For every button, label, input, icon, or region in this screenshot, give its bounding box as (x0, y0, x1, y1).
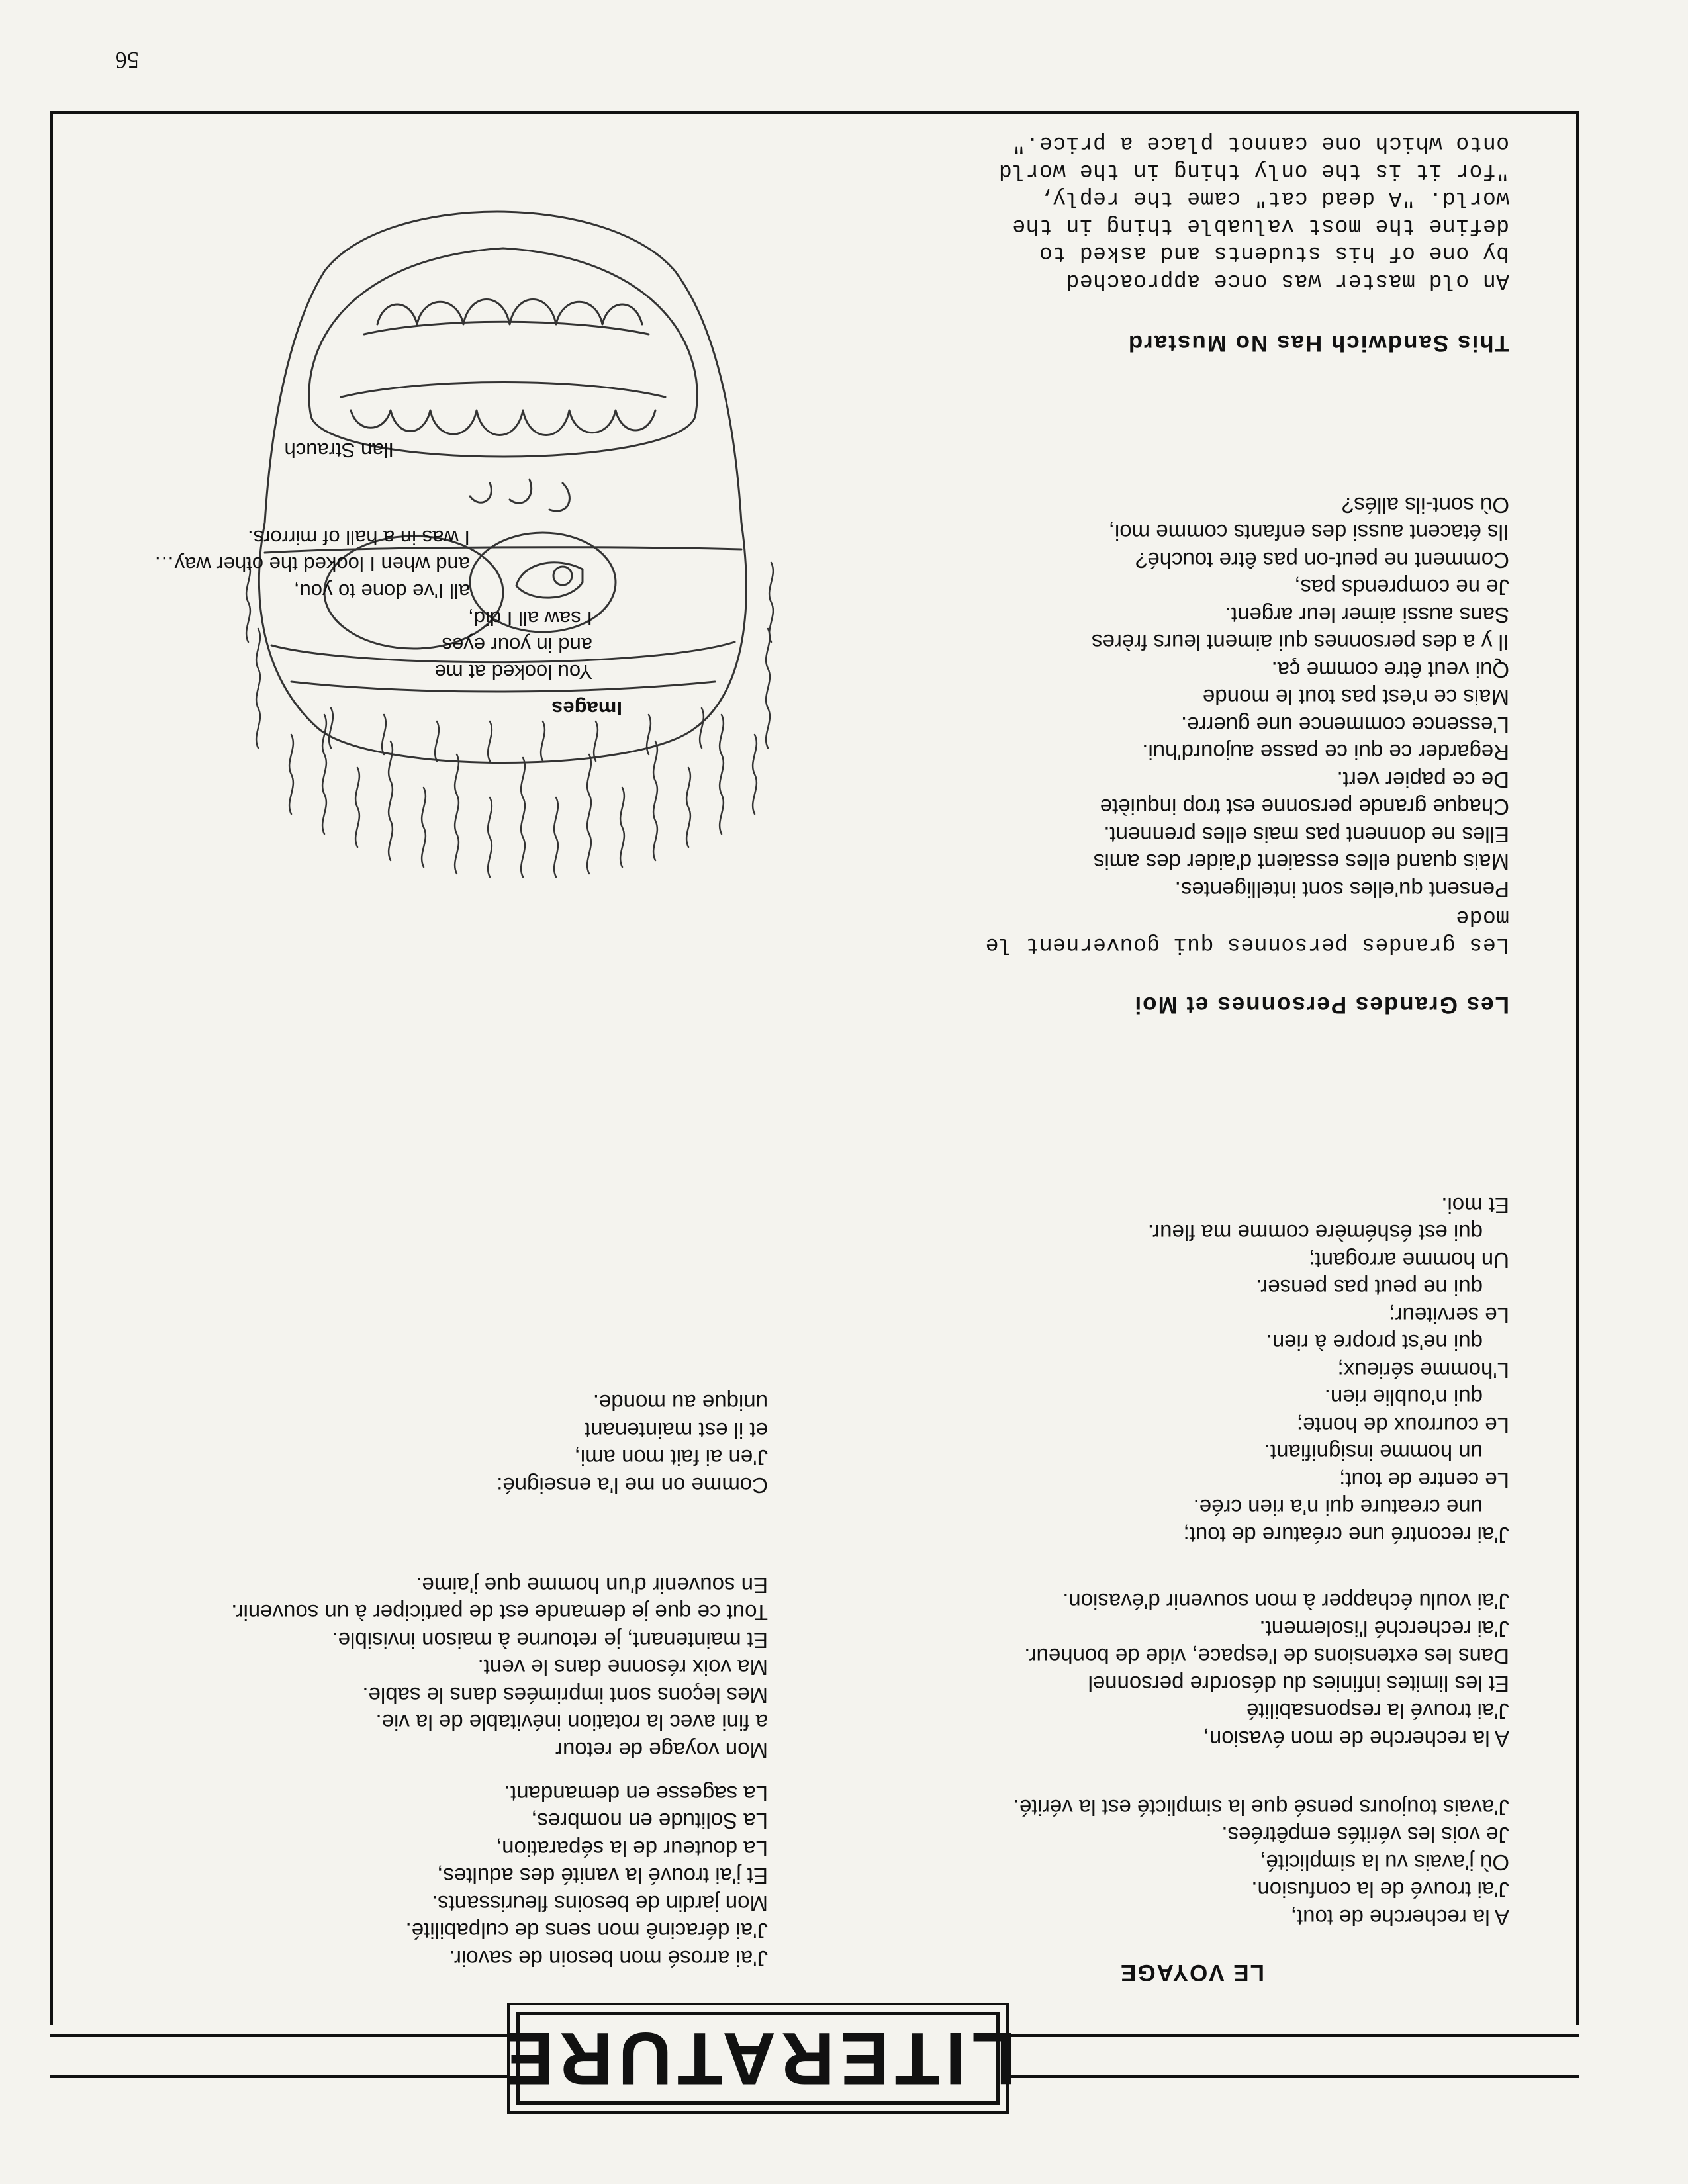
prose-line: define the most valuable thing in the (1011, 214, 1509, 238)
section-banner (499, 2012, 1017, 2105)
le-voyage-stanza-6 (496, 1389, 768, 1499)
poem-line: A la recherche de mon évasion, (1203, 1727, 1509, 1751)
poem-line: La sagesse en demandant. (504, 1782, 768, 1806)
poem-line: Le courroux de honte; (1296, 1413, 1509, 1437)
grandes-personnes-poem (985, 492, 1509, 959)
poem-line: Chaque grande personne est trop inquiète (1100, 795, 1509, 820)
poem-line: J'avais toujours pensé que la simplicté est la vérité. (1013, 1796, 1509, 1820)
poem-line: Les grandes personnes qui gouvernent le (985, 933, 1509, 957)
poem-line: L'essence commence une guerre. (1180, 713, 1509, 737)
frame-left-rule (1576, 113, 1579, 2025)
poem-line: Regarder ce qui ce passe aujourd'hui. (1142, 740, 1509, 765)
poem-line: J'ai recontré une créature de tout; (1183, 1523, 1509, 1547)
poem-line: qui est éshémère comme ma fleur. (1147, 1220, 1483, 1246)
images-title: Images (551, 697, 622, 720)
prose-line: onto which one cannot place a price." (1011, 131, 1509, 156)
sandwich-title: This Sandwich Has No Mustard (1127, 330, 1509, 356)
author-signature: Ilan Strauch (284, 439, 394, 462)
section-title: LITERATURE (499, 2017, 1017, 2100)
poem-line: J'ai trouvé la responsabilité (1246, 1699, 1509, 1724)
poem-line: Je vois les vérités empêtrées. (1221, 1823, 1509, 1848)
poem-line: I was in a hall of mirrors. (248, 526, 470, 549)
poem-line: Le serviteur; (1389, 1303, 1509, 1328)
poem-line: all I've done to you, (293, 580, 470, 603)
prose-line: An old master was once approached (1065, 269, 1509, 293)
poem-line: Et moi. (1441, 1193, 1509, 1218)
poem-line: Comme on me l'a enseigné: (496, 1473, 768, 1498)
poem-line: J'ai voulu échapper à mon souvenir d'évasion. (1062, 1589, 1509, 1614)
frame-bottom-rule (50, 111, 1579, 114)
poem-line: mode (1455, 905, 1509, 930)
le-voyage-stanza-1 (1013, 1794, 1509, 1932)
poem-line: Mon voyage de retour (555, 1738, 768, 1762)
poem-line: une creature qui n'a rien crée. (1193, 1495, 1483, 1520)
poem-line: un homme insignifiant. (1264, 1440, 1483, 1465)
poem-line: La Solitude en nombres, (531, 1809, 768, 1834)
le-voyage-stanza-2 (1024, 1588, 1509, 1752)
poem-line: Pensent qu'elles sont intelligentes. (1174, 878, 1509, 902)
poem-line: a fini avec la rotation inévitable de la vie. (375, 1710, 768, 1735)
le-voyage-title: LE VOYAGE (1119, 1960, 1264, 1985)
poem-line: I saw all I did, (468, 607, 592, 630)
poem-line: J'ai recherché l'isolement. (1259, 1617, 1509, 1641)
poem-line: qui n'oublie rien. (1324, 1385, 1483, 1410)
page-number: 56 (115, 47, 139, 73)
poem-line: You looked at me (434, 660, 592, 684)
poem-line: Elles ne donnent pas mais elles prennent. (1103, 823, 1509, 847)
poem-line: Tout ce que je demande est de participer à un souvenir. (231, 1600, 768, 1625)
poem-line: J'ai trouvé de la confusion. (1251, 1878, 1509, 1903)
le-voyage-stanza-4 (406, 1780, 768, 1973)
poem-line: Sans aussi aimer leur argent. (1225, 603, 1509, 627)
prose-line: world. "A dead cat" came the reply, (1039, 186, 1509, 211)
poem-line: Et les limites infinies du désordre personnel (1088, 1672, 1509, 1696)
poem-line: qui ne peut pas penser. (1255, 1275, 1483, 1300)
prose-line: "for it is the only thing in the world (998, 159, 1509, 183)
poem-line: Le centre de tout; (1339, 1468, 1509, 1492)
poem-line: A la recherche de tout, (1290, 1905, 1509, 1930)
poem-line: Mais ce n'est pas tout le monde (1202, 685, 1509, 710)
poem-line: unique au monde. (592, 1390, 768, 1416)
poem-line: L'homme sérieux; (1337, 1358, 1509, 1383)
poem-line: J'ai déracinê mon sens de culpabilité. (405, 1919, 768, 1944)
poem-line: J'ai arrosé mon besoin de savoir. (449, 1946, 768, 1971)
poem-line: Et maintenant, je retourne à maison invisible. (332, 1628, 768, 1653)
poem-line: Comment ne peut-on pas être touché? (1135, 548, 1509, 572)
poem-line: J'en ai fait mon ami, (574, 1445, 768, 1471)
poem-line: Il y a des personnes qui aiment leurs frères (1092, 630, 1509, 655)
poem-line: En souvenir d'un homme que j'aime. (416, 1573, 768, 1598)
poem-line: Dans les extensions de l'espace, vide de bonheur. (1024, 1644, 1509, 1669)
poem-line: and in your eyes (442, 633, 592, 657)
frame-right-rule (50, 113, 53, 2025)
sandwich-text (998, 130, 1509, 295)
poem-line: Mais quand elles essaient d'aider des amis (1093, 850, 1509, 875)
poem-line: Un homme arrogant; (1309, 1248, 1509, 1273)
images-poem-block-1 (435, 605, 592, 686)
poem-line: La douteur de la séparation, (496, 1837, 768, 1861)
images-poem-block-2 (154, 524, 470, 605)
poem-line: Ils étacent aussi des enfants comme moi, (1108, 520, 1509, 545)
le-voyage-stanza-3 (1148, 1192, 1509, 1549)
poem-line: De ce papier vert. (1336, 768, 1509, 792)
poem-line: Ma voix résonne dans le vent. (477, 1655, 768, 1680)
poem-line: Mon jardin de besoins fleurissants. (431, 1891, 768, 1916)
poem-line: Où sont-ils allés? (1341, 493, 1509, 518)
prose-line: by one of his students and asked to (1039, 241, 1509, 266)
poem-line: Et j'ai trouvé la vanité des adultes, (437, 1864, 768, 1889)
poem-line: Je ne comprends pas, (1294, 575, 1509, 600)
poem-line: Mes leçons sont imprimées dans le sable. (362, 1683, 768, 1707)
poem-line: Qui veut être comme ça. (1271, 658, 1509, 682)
poem-line: and when I looked the other way… (154, 553, 470, 576)
poem-line: Où j'avais vu la simplicité, (1260, 1850, 1509, 1875)
grandes-personnes-title: Les Grandes Personnes et Moi (1133, 992, 1509, 1018)
poem-line: et il est maintenant (585, 1418, 768, 1443)
poem-line: qui ne'st propre à rien. (1266, 1330, 1483, 1355)
le-voyage-stanza-5 (231, 1572, 768, 1764)
